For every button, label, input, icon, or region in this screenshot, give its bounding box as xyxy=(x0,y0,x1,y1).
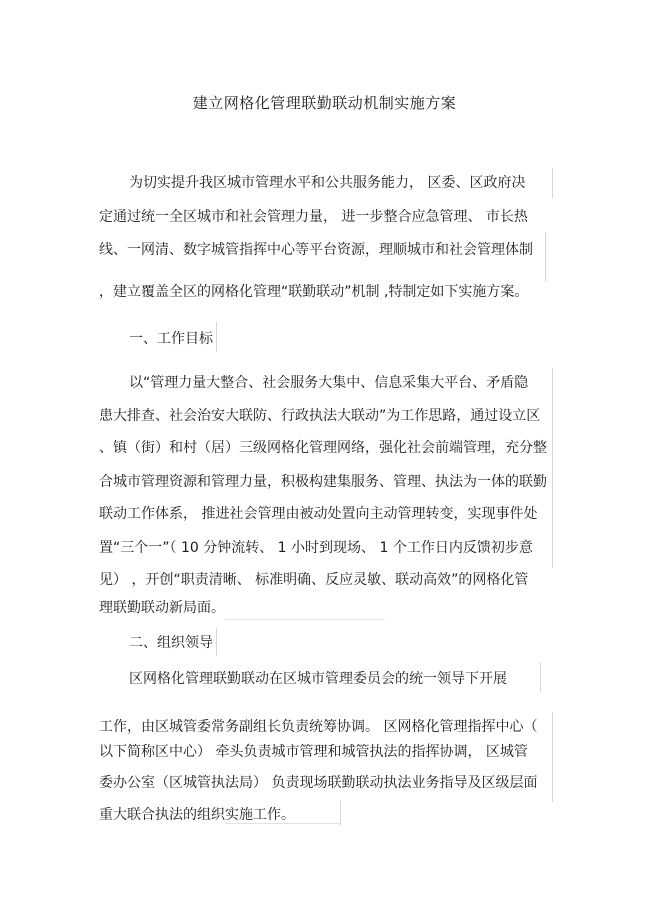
section1-line-3: 、镇（街）和村（居）三级网格化管理网络，强化社会前端管理，充分整 xyxy=(99,440,547,456)
intro-line-2: 定通过统一全区城市和社会管理力量， 进一步整合应急管理、 市长热 xyxy=(99,209,528,225)
scan-rule xyxy=(225,823,340,824)
scan-rule xyxy=(545,232,546,282)
section1-line-8: 理联勤联动新局面。 xyxy=(99,600,225,616)
intro-line-1: 为切实提升我区城市管理水平和公共服务能力， 区委、区政府决 xyxy=(129,175,526,191)
intro-line-4: ，建立覆盖全区的网格化管理“联勤联动”机制 ,特制定如下实施方案。 xyxy=(99,284,529,300)
section1-line-7: 见） ，开创“职责清晰、 标准明确、反应灵敏、联动高效”的网格化管 xyxy=(99,572,529,588)
section1-line-6: 置“三个一”（ 10 分钟流转、 1 小时到现场、 1 个工作日内反馈初步意 xyxy=(99,540,533,556)
scan-rule xyxy=(552,712,553,802)
document-title: 建立网格化管理联勤联动机制实施方案 xyxy=(192,94,457,112)
section2-heading: 二、组织领导 xyxy=(129,635,213,651)
scan-rule xyxy=(216,628,217,656)
section1-heading: 一、工作目标 xyxy=(129,331,213,347)
section2-line-1: 区网格化管理联勤联动在区城市管理委员会的统一领导下开展 xyxy=(129,671,507,687)
scan-rule xyxy=(540,662,541,692)
intro-line-3: 线、一网清、数字城管指挥中心等平台资源，理顺城市和社会管理体制 xyxy=(99,242,533,258)
scan-rule xyxy=(225,619,385,620)
scan-rule xyxy=(552,368,553,568)
section2-line-5: 重大联合执法的组织实施工作。 xyxy=(99,807,295,823)
section2-line-3: 以下简称区中心） 牵头负责城市管理和城管执法的指挥协调， 区城管 xyxy=(99,744,528,760)
scan-rule xyxy=(552,168,553,198)
section1-line-5: 联动工作体系， 推进社会管理由被动处置向主动管理转变，实现事件处 xyxy=(99,506,538,522)
section2-line-2: 工作，由区城管委常务副组长负责统筹协调。 区网格化管理指挥中心（ xyxy=(99,719,538,735)
section1-line-4: 合城市管理资源和管理力量，积极构建集服务、管理、执法为一体的联勤 xyxy=(99,474,547,490)
scan-rule xyxy=(340,800,341,826)
section1-line-1: 以“管理力量大整合、社会服务大集中、信息采集大平台、矛盾隐 xyxy=(129,375,529,391)
section1-line-2: 患大排查、社会治安大联防、行政执法大联动”为工作思路，通过设立区 xyxy=(99,408,541,424)
scan-rule xyxy=(216,322,217,352)
section2-line-4: 委办公室（区城管执法局） 负责现场联勤联动执法业务指导及区级层面 xyxy=(99,775,538,791)
